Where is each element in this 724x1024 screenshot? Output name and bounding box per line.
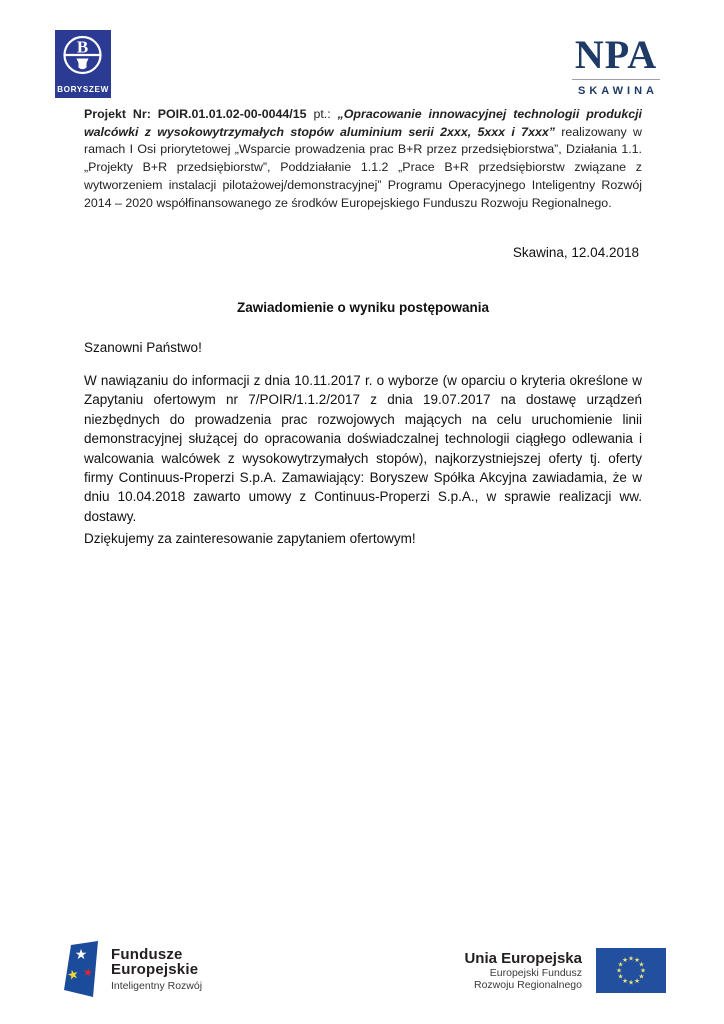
svg-text:★: ★ [634,957,640,965]
project-intro-paragraph [84,106,642,212]
svg-text:★: ★ [634,977,640,985]
dateline: Skawina, 12.04.2018 [512,245,639,260]
svg-text:★: ★ [640,967,646,975]
project-description: realizowany w ramach I Osi priorytetowej „Wsparcie prowadzenia prac B+R przez przedsiębiorstwa”, Działania 1.1. „Projekty B+R przedsiębiorstw”, Poddziałanie 1.1.2 „Prace B+R przedsiębiorstw związane z wytworzeniem instalacji pilotażowej/demonstracyjnej” Programu Operacyjnego Inteligentny Rozwój 2014 – 2020 współfinansowanego ze środków Europejskiego Funduszu Rozwoju Regionalnego. [84,124,642,210]
npa-logo-wordmark: NPA [574,32,658,77]
svg-text:★: ★ [628,955,634,963]
boryszew-logo-icon [55,30,111,98]
boryszew-logo [55,30,111,98]
svg-text:★: ★ [617,961,624,969]
eu-logo-sub2: Rozwoju Regionalnego [474,979,582,991]
letter-body-paragraph: W nawiązaniu do informacji z dnia 10.11.2017 r. o wyborze (w oparciu o kryteria określone w Zapytaniu ofertowym nr 7/POIR/1.1.2/2017 z dnia 19.07.2017 na dostawę urządzeń niezbędnych do prowadzenia prac rozwojowych mających na celu uruchomienie linii demonstracyjnej służącej do opracowania doświadczalnej technologii ciągłego odlewania i walcowania walcówek z wysokowytrzymałych stopów), najkorzystniejszej oferty tj. oferty firmy Continuus-Properzi S.p.A. Zamawiający: Boryszew Spółka Akcyjna zawiadamia, że w dniu 10.04.2018 zawarto umowy z Continuus-Properzi S.p.A., w sprawie realizacji ww. dostawy. [84,373,642,524]
svg-text:★: ★ [74,946,88,962]
svg-text:BORYSZEW: BORYSZEW [57,85,109,94]
project-pt-label: pt.: [313,107,338,121]
eu-logo-line1: Unia Europejska [464,950,582,967]
npa-skawina-logo [570,34,662,97]
svg-text:★: ★ [616,967,622,975]
unia-europejska-logo [464,948,666,993]
svg-text:★: ★ [81,966,94,980]
project-title-quote: „Opracowanie innowacyjnej technologii produkcji walcówki z wysokowytrzymałych stopów aluminium serii 2xxx, 5xxx i 7xxx” [84,107,642,139]
fe-logo-text [111,947,202,992]
fe-logo-line2: Europejskie [111,960,199,978]
svg-text:★: ★ [628,979,634,987]
svg-text:★: ★ [65,965,81,984]
fe-logo-subtitle: Inteligentny Rozwój [111,979,203,992]
eu-flag-icon [596,948,666,993]
npa-logo-divider [572,79,660,80]
svg-text:★: ★ [617,973,624,981]
letter-title: Zawiadomienie o wyniku postępowania [236,300,490,315]
svg-text:★: ★ [638,961,645,969]
svg-text:★: ★ [638,973,645,981]
fundusze-europejskie-logo [64,940,202,998]
svg-text:★: ★ [622,957,628,965]
svg-text:★: ★ [622,977,628,985]
closing-line: Dziękujemy za zainteresowanie zapytaniem ofertowym! [84,531,416,546]
fe-logo-line1: Fundusze [111,945,183,963]
npa-logo-city: SKAWINA [578,85,658,97]
svg-text:B: B [76,37,89,57]
fe-flag-icon [64,940,98,998]
eu-logo-text [464,950,582,991]
project-number: Projekt Nr: POIR.01.01.02-00-0044/15 [84,107,314,121]
salutation: Szanowni Państwo! [84,340,202,355]
eu-logo-sub1: Europejski Fundusz [489,967,582,979]
